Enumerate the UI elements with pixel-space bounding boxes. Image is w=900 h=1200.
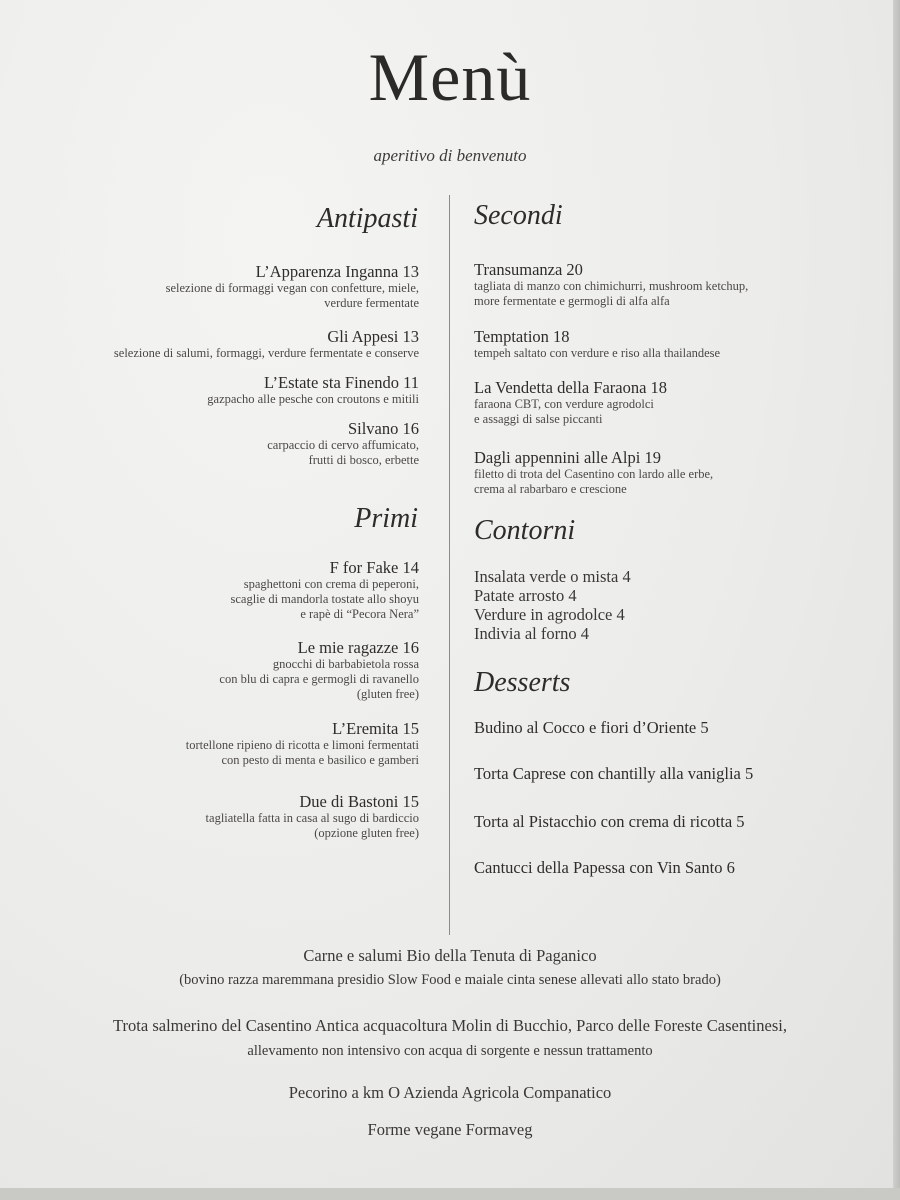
section-heading-secondi: Secondi (474, 200, 563, 231)
dish-name: L’Estate sta Finendo 11 (263, 373, 419, 392)
dessert-item: Torta al Pistacchio con crema di ricotta 5 (474, 812, 745, 831)
menu-item (186, 719, 419, 768)
sourcing-note: Pecorino a km O Azienda Agricola Companatico (288, 1083, 612, 1102)
dish-description: tempeh saltato con verdure e riso alla thailandese (474, 346, 721, 360)
dish-name: Silvano 16 (347, 419, 419, 438)
dish-description: carpaccio di cervo affumicato, (267, 438, 419, 452)
dish-name: Due di Bastoni 15 (299, 792, 419, 811)
dessert-item: Torta Caprese con chantilly alla vaniglia 5 (474, 764, 754, 783)
sourcing-note: Carne e salumi Bio della Tenuta di Paganico (303, 946, 597, 965)
side-dish: Insalata verde o mista 4 (474, 567, 631, 586)
dish-description: more fermentate e germogli di alfa alfa (474, 294, 670, 308)
dish-name: Gli Appesi 13 (327, 327, 419, 346)
dish-description: (gluten free) (356, 687, 419, 701)
side-dish: Indivia al forno 4 (474, 624, 590, 643)
side-dish: Patate arrosto 4 (474, 586, 577, 605)
sourcing-note: Trota salmerino del Casentino Antica acquacoltura Molin di Bucchio, Parco delle Foreste Casentinesi, (113, 1016, 787, 1035)
dish-description: spaghettoni con crema di peperoni, (243, 577, 419, 591)
menu-item (474, 448, 713, 497)
dish-description: tagliatella fatta in casa al sugo di bardiccio (205, 811, 419, 825)
dish-description: selezione di formaggi vegan con confetture, miele, (165, 281, 419, 295)
column-divider (449, 195, 450, 935)
dish-description: verdure fermentate (324, 296, 419, 310)
menu-item (206, 792, 419, 841)
menu-item (267, 419, 419, 468)
dish-description: tortellone ripieno di ricotta e limoni fermentati (185, 738, 419, 752)
sourcing-note: (bovino razza maremmana presidio Slow Food e maiale cinta senese allevati allo stato brado) (179, 972, 721, 988)
menu-item (219, 638, 419, 702)
dish-description: tagliata di manzo con chimichurri, mushroom ketchup, (474, 279, 749, 293)
menu-item (474, 327, 720, 361)
dish-description: selezione di salumi, formaggi, verdure fermentate e conserve (113, 346, 419, 360)
menu-title: Menù (368, 39, 532, 115)
dish-description: e assaggi di salse piccanti (474, 412, 603, 426)
dish-description: (opzione gluten free) (314, 826, 419, 840)
dessert-item: Budino al Cocco e fiori d’Oriente 5 (474, 718, 709, 737)
dish-description: e rapè di “Pecora Nera” (300, 607, 419, 621)
section-heading-desserts: Desserts (474, 667, 571, 698)
menu-item (231, 558, 420, 622)
menu-item (474, 260, 748, 309)
dish-description: con pesto di menta e basilico e gamberi (221, 753, 419, 767)
section-heading-antipasti: Antipasti (316, 203, 418, 234)
menu-item (474, 378, 667, 427)
dish-name: L’Eremita 15 (332, 719, 419, 738)
table-surface (0, 1188, 900, 1200)
sourcing-note: allevamento non intensivo con acqua di sorgente e nessun trattamento (247, 1043, 653, 1059)
dish-name: L’Apparenza Inganna 13 (255, 262, 419, 281)
dish-name: F for Fake 14 (329, 558, 419, 577)
dish-name: La Vendetta della Faraona 18 (474, 378, 668, 397)
dish-description: crema al rabarbaro e crescione (474, 482, 627, 496)
section-heading-primi: Primi (354, 503, 418, 534)
dish-description: frutti di bosco, erbette (308, 453, 419, 467)
dessert-item: Cantucci della Papessa con Vin Santo 6 (474, 858, 735, 877)
dish-description: scaglie di mandorla tostate allo shoyu (230, 592, 419, 606)
dish-description: gazpacho alle pesche con croutons e mitili (207, 392, 419, 406)
menu-item (114, 327, 419, 361)
side-dish: Verdure in agrodolce 4 (474, 605, 625, 624)
dish-description: gnocchi di barbabietola rossa (272, 657, 419, 671)
section-heading-contorni: Contorni (474, 515, 576, 546)
dish-name: Temptation 18 (474, 327, 570, 346)
menu-subtitle: aperitivo di benvenuto (373, 146, 527, 165)
menu-item (166, 262, 419, 311)
dish-name: Dagli appennini alle Alpi 19 (474, 448, 661, 467)
sourcing-note: Forme vegane Formaveg (367, 1120, 533, 1139)
dish-description: filetto di trota del Casentino con lardo alle erbe, (474, 467, 714, 481)
dish-name: Le mie ragazze 16 (297, 638, 419, 657)
dish-description: faraona CBT, con verdure agrodolci (474, 397, 654, 411)
menu-item (207, 373, 419, 407)
dish-description: con blu di capra e germogli di ravanello (219, 672, 419, 686)
dish-name: Transumanza 20 (474, 260, 583, 279)
